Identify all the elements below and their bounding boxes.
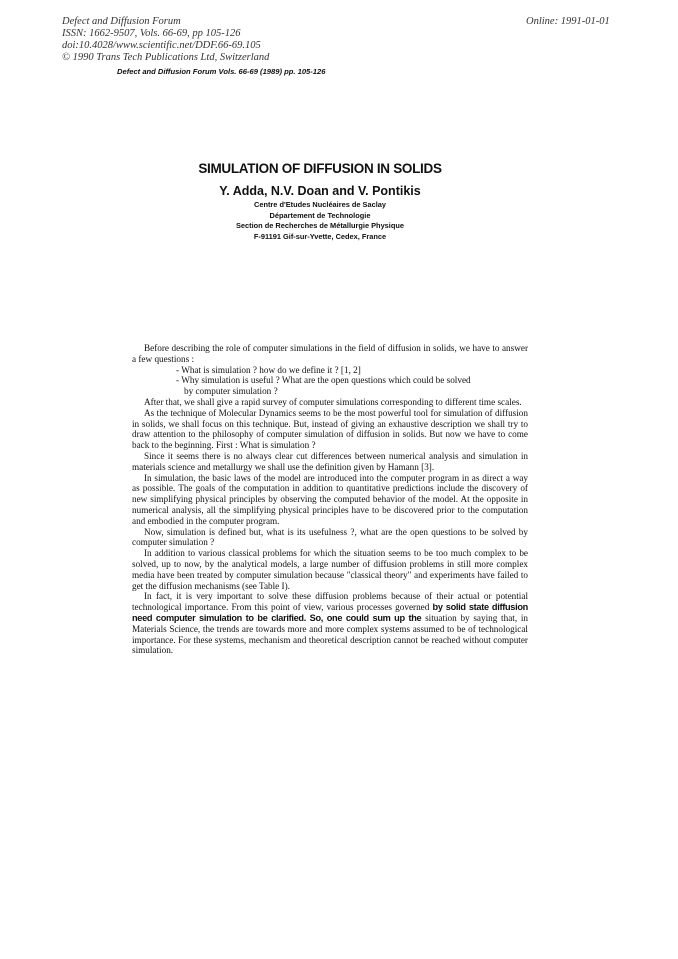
publication-info [62,16,269,64]
doi-line: doi:10.4028/www.scientific.net/DDF.66-69.105 [62,40,261,51]
paper-authors: Y. Adda, N.V. Doan and V. Pontikis [219,184,421,198]
paragraph-problems: In addition to various classical problems for which the situation seems to be too much complex to be solved, up to now, by the analytical models, a large number of diffusion problems in still more complex media have been treated by computer simulation because "classical theory" and experiments have failed to get the diffusion mechanisms (see Table I). [132,548,528,591]
online-date: Online: 1991-01-01 [526,16,610,27]
issn-line: ISSN: 1662-9507, Vols. 66-69, pp 105-126 [62,28,241,39]
title-block [170,161,470,242]
paragraph-hamann: In simulation, the basic laws of the model are introduced into the computer program in as direct a way as possible. The goals of the computation in addition to quantitative predictions include the discovery of new simplifying physical principles by observing the computed behavior of the model. At the opposite in numerical analysis, all the simplifying physical principles have to be discovered prior to the computation and embodied in the computer program. [132,472,528,526]
question-1: - What is simulation ? how do we define it ? [1, 2] [176,364,361,375]
importance-text-2: by solid state diffusion need computer simulation to be clarified. So, one could sum up the [132,602,528,623]
question-2-cont: by computer simulation ? [184,386,278,397]
journal-citation: Defect and Diffusion Forum Vols. 66-69 (1989) pp. 105-126 [117,67,326,76]
paragraph-survey: After that, we shall give a rapid survey of computer simulations corresponding to different time scales. [144,396,522,407]
copyright-line: © 1990 Trans Tech Publications Ltd, Switzerland [62,52,270,63]
journal-name: Defect and Diffusion Forum [62,16,181,27]
paragraph-intro: Before describing the role of computer simulations in the field of diffusion in solids, we have to answer a few questions : [132,343,528,364]
paragraph-md: As the technique of Molecular Dynamics seems to be the most powerful tool for simulation of diffusion in solids, we shall focus on this technique. But, instead of giving an exhaustive description we shall try to draw attention to the philosophy of computer simulation of diffusion in solids. But now we have to come back to the beginning. First : What is simulation ? [132,407,528,451]
paper-title: SIMULATION OF DIFFUSION IN SOLIDS [198,161,442,176]
paragraph-importance [132,591,528,656]
affiliation-3: Section de Recherches de Métallurgie Physique [236,221,404,230]
question-2: - Why simulation is useful ? What are the open questions which could be solved [176,375,471,386]
importance-text-1: In fact, it is very important to solve these diffusion problems because of their actual or potential technological importance. From this point of view, various processes governed [132,591,528,613]
affiliation-1: Centre d'Etudes Nucléaires de Saclay [254,200,386,209]
paragraph-usefulness: Now, simulation is defined but, what is its usefulness ?, what are the open questions to be solved by computer simulation ? [132,526,528,548]
paragraph-definition: Since it seems there is no always clear cut differences between numerical analysis and simulation in materials science and metallurgy we shall use the definition given by Hamann [3]. [132,450,528,472]
importance-text-3: situation by saying that, in Materials Science, the trends are towards more and more complex systems assumed to be of technological importance. For these systems, mechanism and theoretical description cannot be reached without computer simulation. [132,612,528,656]
affiliation-2: Département de Technologie [269,210,371,220]
affiliation-4: F-91191 Gif-sur-Yvette, Cedex, France [253,231,387,241]
body-text [132,343,528,656]
